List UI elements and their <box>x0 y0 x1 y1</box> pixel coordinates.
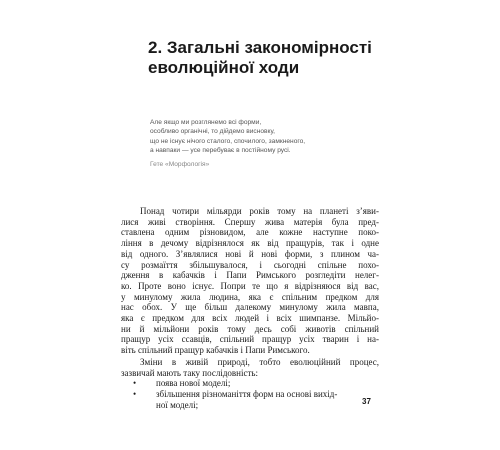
list-item-text: збільшення різноманіття форм на основі вихід- <box>156 388 338 399</box>
paragraph-1 <box>121 206 379 356</box>
text-line: ління в дечому відрізнялося як від пращурів, так і одне <box>121 238 379 249</box>
epigraph-line: особливо органічні, то дійдемо висновку, <box>150 128 275 136</box>
text-line: пращур усіх ссавців, спільний пращур усіх тварин і на- <box>121 334 379 345</box>
text-line: яка є предком для всіх людей і всіх шимпанзе. Мільйо- <box>121 313 379 324</box>
text-line: віть спільний пращур кабачків і Папи Римського. <box>121 345 310 356</box>
list-item <box>121 378 379 389</box>
epigraph-line: що не існує нічого сталого, спочилого, замкненого, <box>150 137 306 145</box>
text-line: ко. Проте воно існує. Попри те що я відрізняюся від вас, <box>121 280 379 291</box>
bullet-list <box>121 378 379 410</box>
chapter-heading-line: 2. Загальні закономірності <box>148 38 372 57</box>
text-line: су розмаїття збільшувалося, і сьогодні спільне похо- <box>121 259 379 270</box>
page-number: 37 <box>362 397 371 406</box>
text-line: Понад чотири мільярди років тому на планеті з’яви- <box>140 206 379 216</box>
text-line: лися живі створіння. Спершу жива матерія була пред- <box>121 216 379 227</box>
body-text <box>121 206 379 410</box>
text-line: дження в кабачків і Папи Римського розгледіти нелег- <box>121 270 379 281</box>
text-line: нас обох. У ще більш далекому минулому жила мавпа, <box>121 302 379 313</box>
chapter-heading <box>148 38 388 78</box>
bullet-icon: • <box>133 388 137 399</box>
epigraph-source: Гете «Морфологія» <box>150 160 210 168</box>
text-line: ставлена одним різновидом, але кожне наступне поко- <box>121 227 379 238</box>
text-line: у минулому жила людина, яка є спільним предком для <box>121 291 379 302</box>
bullet-icon: • <box>133 378 137 389</box>
epigraph-line: а навпаки — усе перебуває в постійному русі. <box>150 147 291 155</box>
text-line: ни й мільйони років тому десь собі животів спільний <box>121 323 379 334</box>
text-line: Зміни в живій природі, тобто еволюційний процес, <box>140 356 379 367</box>
text-line: від одного. З’являлися нові й нові форми, з плином ча- <box>121 248 379 259</box>
text-line: зазвичай мають таку послідовність: <box>121 367 259 378</box>
epigraph <box>150 118 380 169</box>
list-item-text: ної моделі; <box>156 399 199 410</box>
list-item <box>121 389 379 410</box>
paragraph-2 <box>121 357 379 378</box>
chapter-heading-line: еволюційної ходи <box>148 58 300 77</box>
epigraph-line: Але якщо ми розглянемо всі форми, <box>150 119 262 126</box>
list-item-text: поява нової моделі; <box>156 378 231 389</box>
